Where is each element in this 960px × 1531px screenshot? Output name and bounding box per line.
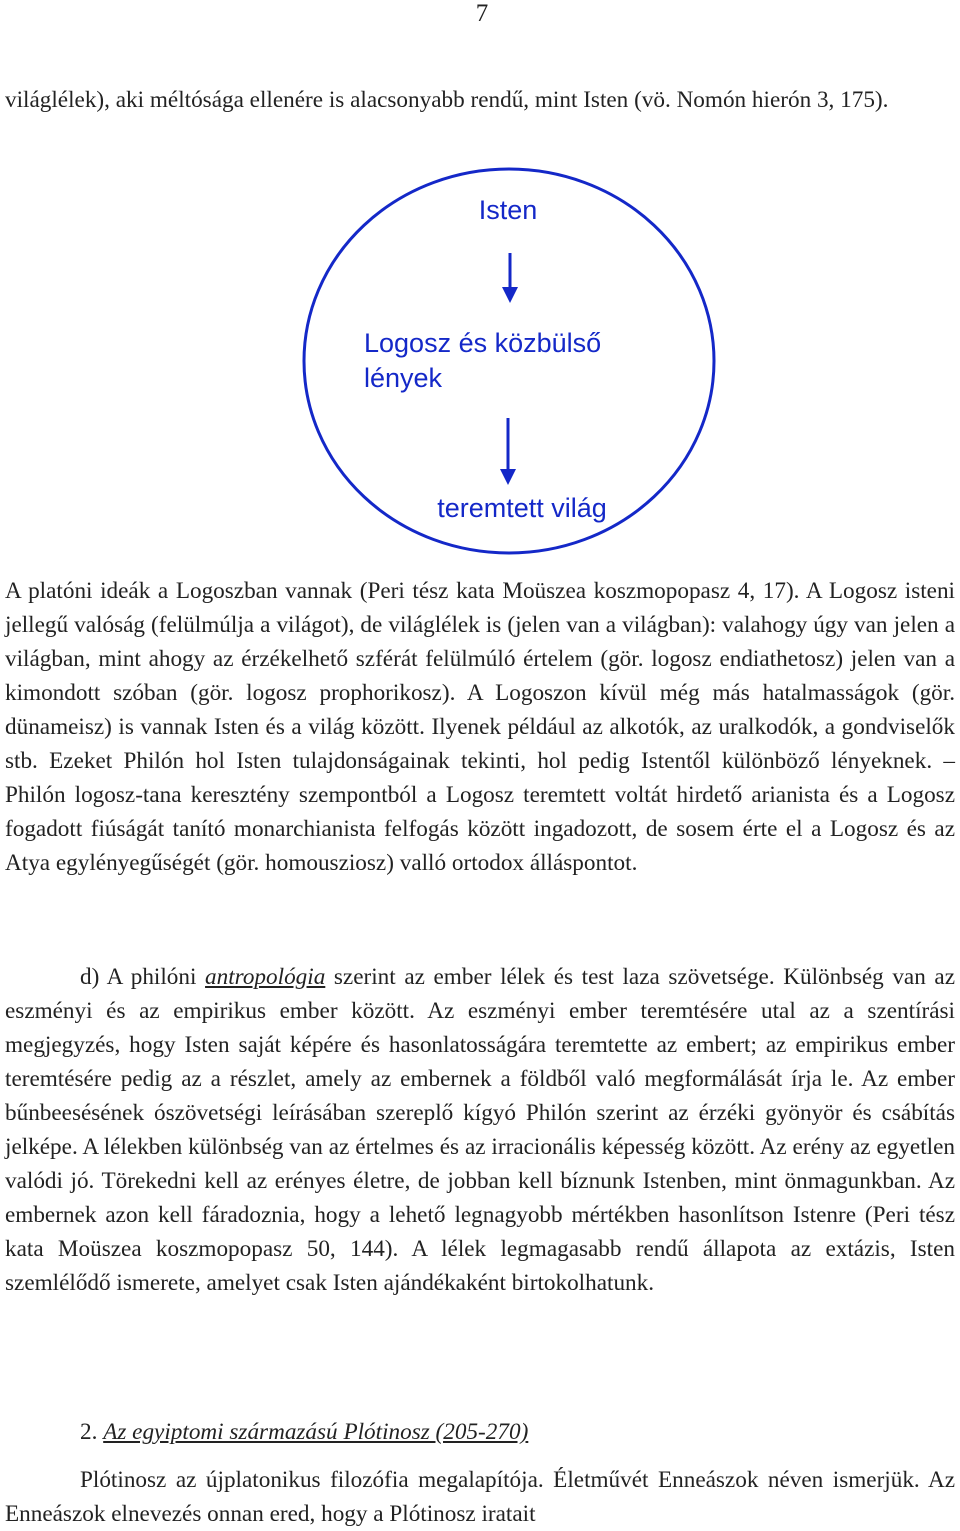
section-heading-number: 2. (80, 1419, 104, 1445)
section-heading (80, 1415, 950, 1449)
diagram-svg (300, 165, 720, 565)
paragraph-antropologia (5, 960, 955, 1300)
logos-diagram (300, 165, 720, 565)
diagram-label-isten: Isten (478, 195, 538, 225)
antropologia-rest: szerint az ember lélek és test laza szövetsége. Különbség van az eszményi és az empirikus ember között. Az eszményi ember teremtésére utal az a szentírási megjegyzés, hogy Isten saját képére és hasonlatosságára teremtette az embert; az empirikus ember teremtésére pedig az a részlet, amely az embernek a földből való megformálását írja le. Az ember bűnbeesésének ószövetségi leírásában szereplő kígyó Philón szerint az érzéki gyönyör és csábítás jelképe. A lélekben különbség van az értelmes és az irracionális képesség között. Az erény az egyetlen valódi jó. Törekedni kell az erényes életre, de jobban kell bíznunk Istenben, mint önmagunkban. Az embernek azon kell fáradoznia, hogy a lehető legnagyobb mértékben hasonlítson Istenre (Peri tész kata Moüszea koszmopopasz 50, 144). A lélek legmagasabb rendű állapota az extázis, Isten szemlélődő ismerete, amelyet csak Isten ajándékaként birtokolhatunk. (5, 964, 956, 1296)
diagram-label-logosz-line1: Logosz és közbülső (364, 328, 602, 358)
page-number: 7 (475, 0, 489, 27)
antropologia-term: antropológia (205, 964, 326, 990)
paragraph-intro: világlélek), aki méltósága ellenére is alacsonyabb rendű, mint Isten (vö. Nomón hierón 3, 175). (5, 87, 889, 113)
paragraph-platoni-ideak: A platóni ideák a Logoszban vannak (Peri tész kata Moüszea koszmopopasz 4, 17). A Logosz isteni jellegű valóság (felülmúlja a világot), de világlélek is (jelen van a világban): valahogy úgy van jelen a világban, mint ahogy az érzékelhető szférát felülmúló értelem (gör. logosz endiathetosz) jelen van a kimondott szóban (gör. logosz prophorikosz). A Logoszon kívül még más hatalmasságok (gör. dünameisz) is vannak Isten és a világ között. Ilyenek például az alkotók, az uralkodók, a gondviselők stb. Ezeket Philón hol Isten tulajdonságainak tekinti, hol pedig Istentől különböző lényeknek. – Philón logosz-tana keresztény szempontból a Logosz teremtett voltát hirdető arianista és a Logosz fogadott fiúságát tanító monarchianista felfogás között ingadozott, de sosem érte el a Logosz és az Atya egylényegűségét (gör. homousziosz) valló ortodox álláspontot. (5, 578, 955, 876)
antropologia-prefix: d) A philóni (80, 964, 206, 990)
diagram-label-logosz-line2: lények (364, 363, 443, 393)
diagram-arrow-1-head (502, 287, 518, 303)
diagram-label-teremtett-vilag: teremtett világ (437, 493, 607, 523)
diagram-arrow-2-head (500, 469, 516, 485)
section-heading-title: Az egyiptomi származású Plótinosz (205-270) (103, 1419, 529, 1445)
paragraph-plotinosz: Plótinosz az újplatonikus filozófia megalapítója. Életművét Enneászok néven ismerjük. Az Enneászok elnevezés onnan ered, hogy a Plótinosz iratait (5, 1467, 955, 1527)
